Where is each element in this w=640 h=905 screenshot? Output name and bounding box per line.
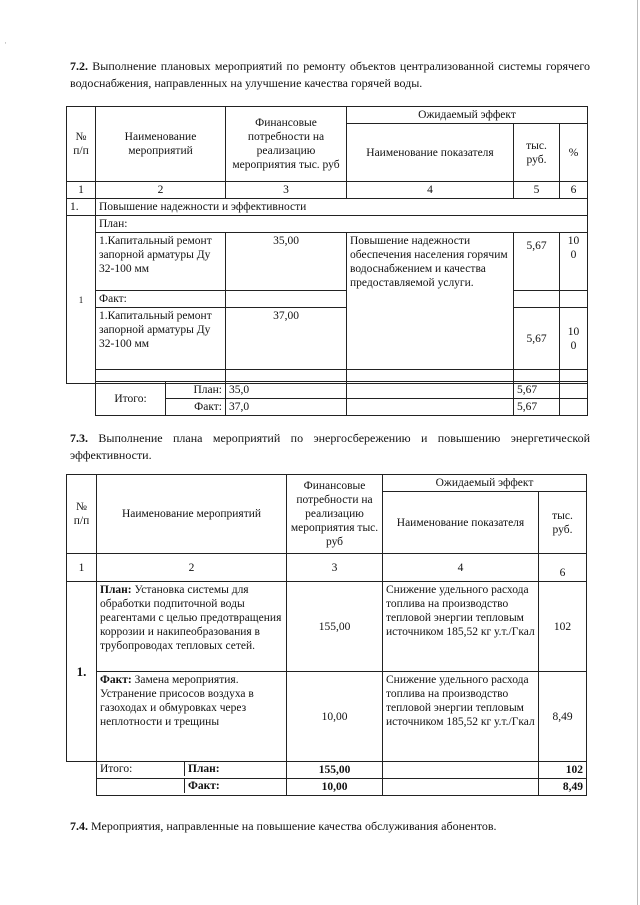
total-spacer bbox=[67, 779, 97, 796]
fact-indicator: Снижение удельного расхода топлива на производство тепловой энергии тепловым источником 185,52 кг у.т./Гкал bbox=[383, 672, 539, 762]
fact-effect: 5,67 bbox=[514, 308, 560, 370]
plan-indicator: Снижение удельного расхода топлива на производство тепловой энергии тепловым источником 185,52 кг у.т./Гкал bbox=[383, 582, 539, 672]
section-74-title: Мероприятия, направленные на повышение качества обслуживания абонентов. bbox=[91, 819, 497, 833]
total-plan-label: План: bbox=[166, 382, 226, 399]
section-74-number: 7.4. bbox=[70, 819, 88, 833]
fact-effect: 8,49 bbox=[539, 672, 587, 762]
header-no: № п/п bbox=[67, 107, 96, 182]
total-fact-percent bbox=[560, 399, 588, 416]
fact-percent: 10 0 bbox=[560, 308, 588, 370]
total-plan-spacer bbox=[383, 762, 539, 779]
total-fact-finance: 10,00 bbox=[287, 779, 383, 796]
total-fact-effect: 5,67 bbox=[514, 399, 560, 416]
section-72-title: Выполнение плановых мероприятий по ремонту объектов централизованной системы горячего водоснабжения, направленных на улучшение качества горячей воды. bbox=[70, 59, 590, 90]
plan-effect: 102 bbox=[539, 582, 587, 672]
col-number: 4 bbox=[383, 554, 539, 582]
section-73-title: Выполнение плана мероприятий по энергосбережению и повышению энергетической эффективности. bbox=[70, 431, 591, 462]
total-fact-row bbox=[97, 779, 287, 796]
scan-mark: · bbox=[4, 38, 7, 48]
section-73-heading bbox=[70, 430, 590, 464]
total-plan-effect: 5,67 bbox=[514, 382, 560, 399]
total-plan-finance: 155,00 bbox=[287, 762, 383, 779]
col-number: 2 bbox=[97, 554, 287, 582]
col-number: 6 bbox=[560, 182, 588, 199]
section-72-heading bbox=[70, 58, 590, 92]
col-number: 4 bbox=[347, 182, 514, 199]
plan-measure-name: Установка системы для обработки подпиточной воды реагентами с целью предотвращения коррозии и накипеобразования в трубопроводах тепловых сетей. bbox=[100, 584, 282, 652]
fact-finance-spacer bbox=[226, 291, 347, 308]
header-name: Наименование мероприятий bbox=[96, 107, 226, 182]
fact-measure-name: 1.Капитальный ремонт запорной арматуры Ду 32-100 мм bbox=[96, 308, 226, 370]
group-title: Повышение надежности и эффективности bbox=[96, 199, 588, 216]
group-number: 1. bbox=[67, 199, 96, 216]
col-number: 3 bbox=[226, 182, 347, 199]
total-label: Итого: bbox=[100, 763, 133, 775]
plan-finance: 35,00 bbox=[226, 233, 347, 291]
header-finance: Финансовые потребности на реализацию мероприятия тыс. руб bbox=[226, 107, 347, 182]
table-72 bbox=[66, 106, 588, 384]
header-thousand-rub: тыс. руб. bbox=[514, 124, 560, 182]
indicator-text: Повышение надежности обеспечения населения горячим водоснабжением и качества предоставляемой услуги. bbox=[347, 233, 514, 370]
table-72-totals bbox=[95, 381, 588, 416]
header-thousand-rub: тыс. руб. bbox=[539, 492, 587, 554]
total-label: Итого: bbox=[96, 382, 166, 416]
fact-percent-spacer bbox=[560, 291, 588, 308]
fact-label: Факт: bbox=[100, 674, 132, 686]
plan-label: План: bbox=[100, 584, 132, 596]
header-effect: Ожидаемый эффект bbox=[347, 107, 588, 124]
fact-effect-spacer bbox=[514, 291, 560, 308]
col-number: 1 bbox=[67, 182, 96, 199]
fact-label: Факт: bbox=[96, 291, 226, 308]
col-number: 1 bbox=[67, 554, 97, 582]
col-number: 5 bbox=[514, 182, 560, 199]
header-finance: Финансовые потребности на реализацию мероприятия тыс. руб bbox=[287, 475, 383, 554]
plan-label: План: bbox=[96, 216, 588, 233]
total-row bbox=[97, 762, 287, 779]
header-no: № п/п bbox=[67, 475, 97, 554]
header-effect: Ожидаемый эффект bbox=[383, 475, 587, 492]
header-indicator: Наименование показателя bbox=[383, 492, 539, 554]
fact-finance: 37,00 bbox=[226, 308, 347, 370]
plan-finance: 155,00 bbox=[287, 582, 383, 672]
header-percent: % bbox=[560, 124, 588, 182]
total-plan-spacer bbox=[347, 382, 514, 399]
total-fact-finance: 37,0 bbox=[226, 399, 347, 416]
table-73 bbox=[66, 474, 587, 796]
plan-measure-name: 1.Капитальный ремонт запорной арматуры Ду 32-100 мм bbox=[96, 233, 226, 291]
total-fact-spacer bbox=[383, 779, 539, 796]
total-plan-label: План: bbox=[184, 762, 220, 776]
total-fact-effect: 8,49 bbox=[539, 779, 587, 796]
fact-measure-name: Замена мероприятия. Устранение присосов воздуха в газоходах и обмуровках через неплотности и трещины bbox=[100, 674, 254, 728]
total-spacer bbox=[67, 762, 97, 779]
total-fact-spacer bbox=[347, 399, 514, 416]
fact-measure bbox=[97, 672, 287, 762]
col-number: 2 bbox=[96, 182, 226, 199]
section-74-heading bbox=[70, 818, 590, 835]
col-number: 6 bbox=[539, 554, 587, 582]
scan-edge-line bbox=[637, 0, 638, 905]
plan-percent: 10 0 bbox=[560, 233, 588, 291]
plan-measure bbox=[97, 582, 287, 672]
total-plan-effect: 102 bbox=[539, 762, 587, 779]
row-number: 1 bbox=[67, 216, 96, 384]
section-72-number: 7.2. bbox=[70, 59, 88, 73]
header-name: Наименование мероприятий bbox=[97, 475, 287, 554]
total-fact-label: Факт: bbox=[184, 779, 220, 793]
total-fact-label: Факт: bbox=[166, 399, 226, 416]
plan-effect: 5,67 bbox=[514, 233, 560, 291]
section-73-number: 7.3. bbox=[70, 431, 88, 445]
header-indicator: Наименование показателя bbox=[347, 124, 514, 182]
fact-finance: 10,00 bbox=[287, 672, 383, 762]
total-plan-percent bbox=[560, 382, 588, 399]
row-number: 1. bbox=[67, 582, 97, 762]
total-plan-finance: 35,0 bbox=[226, 382, 347, 399]
col-number: 3 bbox=[287, 554, 383, 582]
